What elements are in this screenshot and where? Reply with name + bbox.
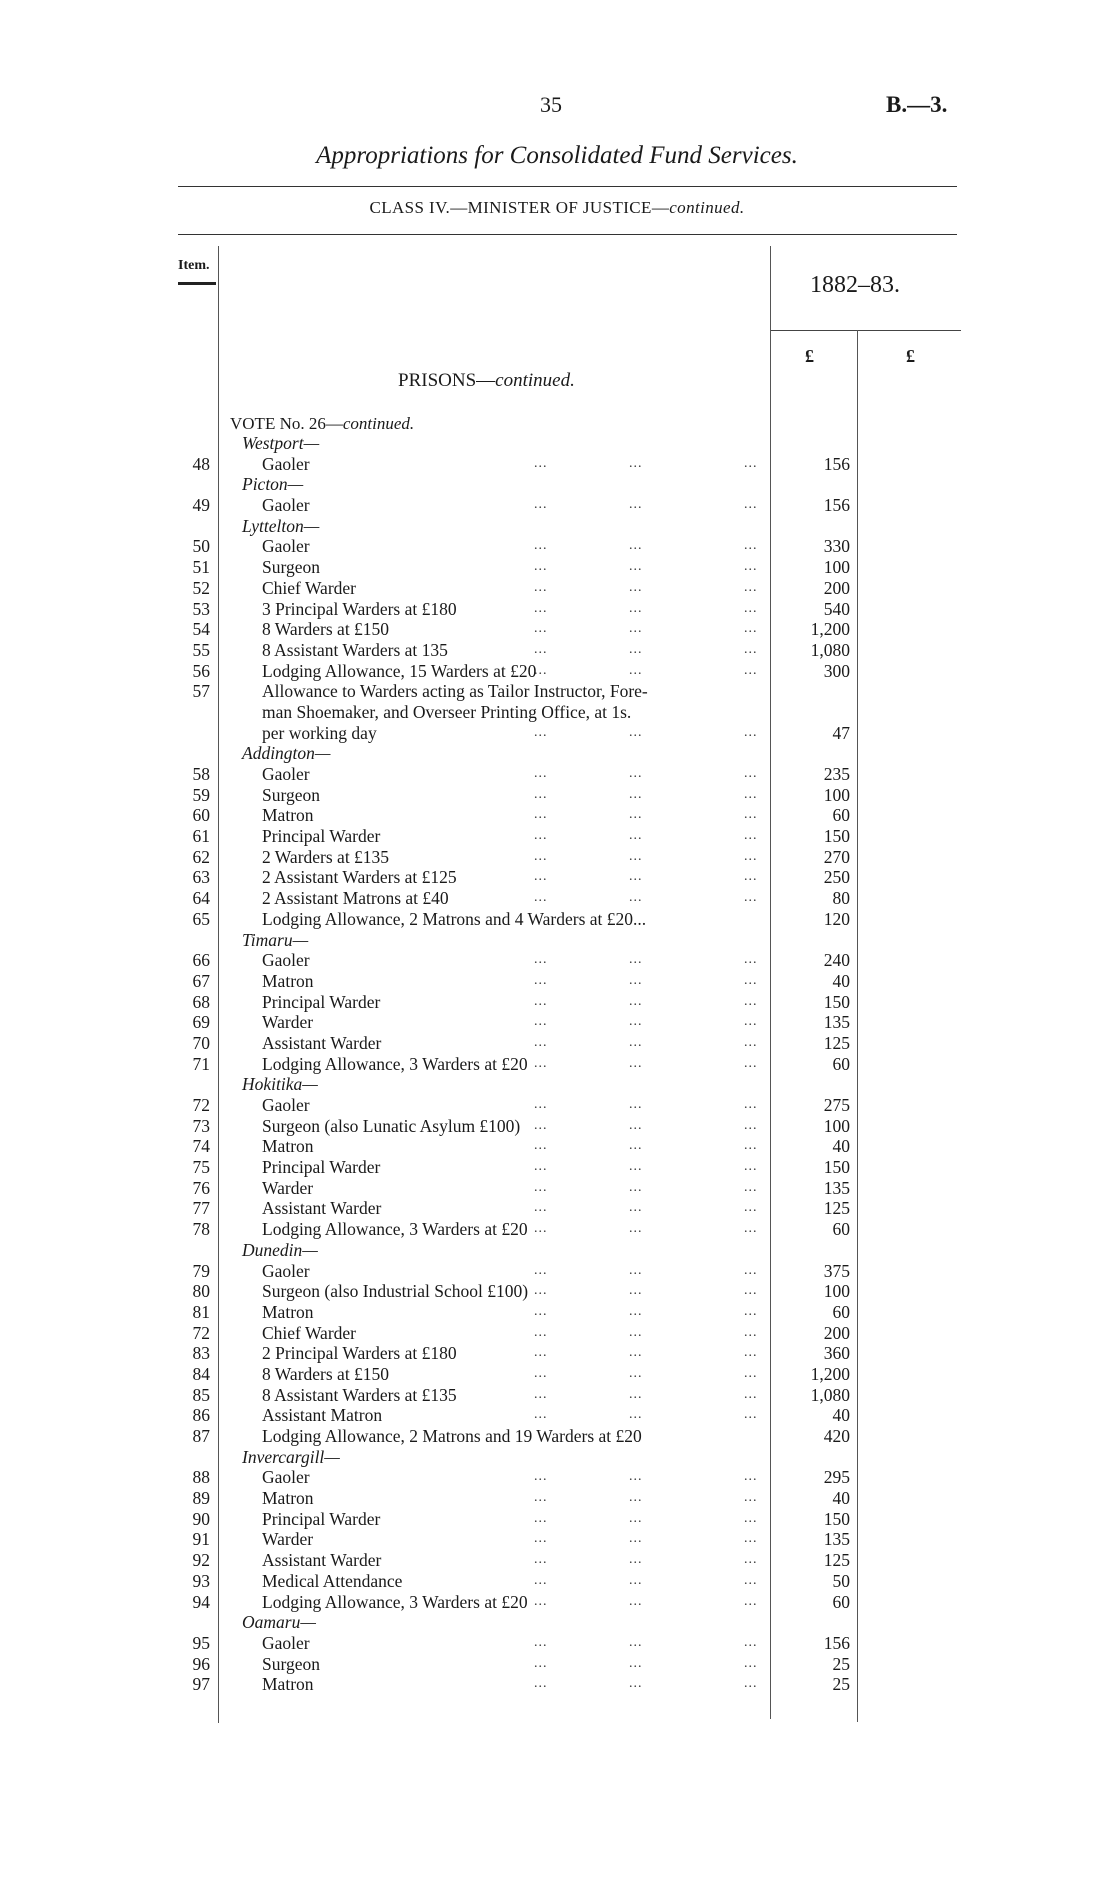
item-number: 85 [192, 1384, 210, 1405]
table-row: 79 Gaoler ... ... ... 375 [0, 1261, 1114, 1282]
item-description: 3 Principal Warders at £180 [262, 598, 457, 619]
amount-1882-83: 420 [823, 1426, 850, 1446]
item-description: Lodging Allowance, 2 Matrons and 19 Warders at £20 [262, 1426, 642, 1446]
year-header-rule [771, 330, 961, 331]
prison-name: Invercargill— [242, 1446, 340, 1467]
table-row: 68 Principal Warder ... ... ... 150 [0, 992, 1114, 1013]
item-description: Chief Warder [262, 577, 356, 598]
item-number: 58 [192, 764, 210, 784]
amount-1882-83: 60 [832, 1219, 850, 1240]
class-title-continued: continued. [669, 198, 745, 217]
item-description: Surgeon [262, 557, 321, 578]
item-description: Warder [262, 1177, 314, 1198]
amount-1882-83: 60 [832, 805, 850, 826]
amount-1882-83: 40 [832, 1136, 850, 1157]
prison-name: Hokitika— [242, 1074, 318, 1095]
table-row: 73 Surgeon (also Lunatic Asylum £100) ... ... ... 100 [0, 1116, 1114, 1137]
amount-1882-83: 375 [823, 1260, 850, 1281]
amount-1882-83: 1,200 [810, 619, 850, 640]
prison-group-heading [0, 930, 1114, 951]
table-row: 86 Assistant Matron ... ... ... 40 [0, 1405, 1114, 1426]
table-row: 93 Medical Attendance ... ... ... 50 [0, 1571, 1114, 1592]
prison-name: Lyttelton— [242, 515, 320, 536]
item-description: Gaoler [262, 1467, 310, 1488]
amount-1882-83: 100 [823, 1115, 850, 1136]
table-row: 88 Gaoler ... ... ... 295 [0, 1467, 1114, 1488]
item-number: 59 [192, 784, 210, 805]
table-row: per working day ... ... ... 47 [262, 722, 850, 743]
item-number: 75 [192, 1157, 210, 1178]
prison-name: Oamaru— [242, 1612, 316, 1633]
table-row: 64 2 Assistant Matrons at £40 ... ... ... 80 [0, 888, 1114, 909]
prison-group-heading [0, 743, 1114, 764]
prison-name: Picton— [242, 474, 304, 495]
amount-1882-83: 47 [832, 722, 850, 743]
amount-1882-83: 120 [823, 908, 850, 929]
vote-heading [230, 414, 414, 434]
item-number: 92 [192, 1550, 210, 1571]
item-description: Matron [262, 970, 314, 991]
table-row: 92 Assistant Warder ... ... ... 125 [0, 1550, 1114, 1571]
table-row [0, 909, 1114, 930]
item-number: 70 [192, 1032, 210, 1053]
amount-1882-83: 240 [823, 950, 850, 971]
item-description: Lodging Allowance, 3 Warders at £20 [262, 1053, 528, 1074]
item-description: per working day [262, 722, 377, 743]
amount-1882-83: 540 [823, 598, 850, 619]
item-number: 64 [192, 888, 210, 909]
amount-1882-83: 100 [823, 784, 850, 805]
item-number: 65 [192, 908, 210, 929]
class-title [0, 198, 1114, 218]
item-description: Warder [262, 1012, 314, 1033]
item-number: 91 [192, 1529, 210, 1550]
item-number: 72 [192, 1322, 210, 1343]
page-title: Appropriations for Consolidated Fund Services. [316, 142, 798, 169]
table-row: 50 Gaoler ... ... ... 330 [0, 536, 1114, 557]
item-description: Matron [262, 1136, 314, 1157]
prison-group-heading [0, 1612, 1114, 1633]
item-number: 72 [192, 1095, 210, 1115]
item-number: 81 [192, 1301, 210, 1322]
item-description: Surgeon (also Industrial School £100) [262, 1281, 529, 1302]
item-number: 49 [192, 495, 210, 516]
item-number: 57 [192, 681, 210, 702]
item-number: 87 [192, 1426, 210, 1446]
item-number: 80 [192, 1281, 210, 1302]
item-number: 61 [192, 826, 210, 847]
item-number: 66 [192, 950, 210, 971]
item-description: Assistant Warder [262, 1032, 382, 1053]
pound-unit-col2: £ [906, 346, 915, 366]
table-row: 89 Matron ... ... ... 40 [0, 1488, 1114, 1509]
amount-1882-83: 360 [823, 1343, 850, 1364]
table-row: 77 Assistant Warder ... ... ... 125 [0, 1198, 1114, 1219]
item-description: Gaoler [262, 1095, 310, 1115]
amount-1882-83: 150 [823, 826, 850, 847]
document-reference: B.—3. [886, 92, 948, 117]
table-row: 56 Lodging Allowance, 15 Warders at £20 ... ... ... 300 [0, 661, 1114, 682]
item-description: 2 Warders at £135 [262, 846, 390, 867]
item-number: 50 [192, 536, 210, 557]
item-number: 71 [192, 1053, 210, 1074]
item-number: 51 [192, 557, 210, 578]
amount-1882-83: 1,080 [810, 1384, 850, 1405]
amount-1882-83: 150 [823, 1157, 850, 1178]
amount-1882-83: 156 [823, 453, 850, 474]
table-row [0, 1426, 1114, 1447]
amount-1882-83: 156 [823, 495, 850, 516]
amount-1882-83: 200 [823, 577, 850, 598]
item-description: Gaoler [262, 453, 310, 474]
table-row: 70 Assistant Warder ... ... ... 125 [0, 1033, 1114, 1054]
item-description: Assistant Warder [262, 1198, 382, 1219]
item-description: Principal Warder [262, 826, 381, 847]
table-row: 81 Matron ... ... ... 60 [0, 1302, 1114, 1323]
table-row: 55 8 Assistant Warders at 135 ... ... ... 1,080 [0, 640, 1114, 661]
prison-group-heading [0, 474, 1114, 495]
item-number: 94 [192, 1591, 210, 1612]
table-row: 83 2 Principal Warders at £180 ... ... ... 360 [0, 1343, 1114, 1364]
table-row: 54 8 Warders at £150 ... ... ... 1,200 [0, 619, 1114, 640]
amount-1882-83: 40 [832, 970, 850, 991]
item-description: Assistant Matron [262, 1405, 383, 1426]
table-row: 74 Matron ... ... ... 40 [0, 1136, 1114, 1157]
item-description: Surgeon [262, 784, 321, 805]
prison-name: Timaru— [242, 929, 309, 950]
table-row [0, 702, 1114, 723]
item-description: Gaoler [262, 950, 310, 971]
item-description: Gaoler [262, 1260, 310, 1281]
amount-1882-83: 50 [832, 1570, 850, 1591]
amount-1882-83: 250 [823, 867, 850, 888]
amount-1882-83: 135 [823, 1529, 850, 1550]
item-description: Principal Warder [262, 1157, 381, 1178]
item-number: 69 [192, 1012, 210, 1033]
prison-group-heading [0, 516, 1114, 537]
item-description: Gaoler [262, 536, 310, 557]
amount-1882-83: 1,200 [810, 1363, 850, 1384]
item-description: 2 Assistant Warders at £125 [262, 867, 457, 888]
item-description: Medical Attendance [262, 1570, 403, 1591]
item-number: 56 [192, 660, 210, 681]
item-number: 89 [192, 1488, 210, 1509]
table-row: 96 Surgeon ... ... ... 25 [0, 1654, 1114, 1675]
table-row: 75 Principal Warder ... ... ... 150 [0, 1157, 1114, 1178]
prison-group-heading [0, 1447, 1114, 1468]
item-column-header: Item. [178, 258, 210, 273]
section-title-continued: continued. [495, 370, 575, 391]
item-description: Surgeon (also Lunatic Asylum £100) [262, 1115, 521, 1136]
item-number: 63 [192, 867, 210, 888]
section-title-text: PRISONS— [398, 370, 496, 391]
item-description: Gaoler [262, 1632, 310, 1653]
item-number: 95 [192, 1632, 210, 1653]
item-number: 54 [192, 619, 210, 640]
table-row: 62 2 Warders at £135 ... ... ... 270 [0, 847, 1114, 868]
item-description: Chief Warder [262, 1322, 356, 1343]
item-number: 96 [192, 1653, 210, 1674]
table-row: 60 Matron ... ... ... 60 [0, 805, 1114, 826]
item-number: 67 [192, 970, 210, 991]
table-row: 85 8 Assistant Warders at £135 ... ... ... 1,080 [0, 1385, 1114, 1406]
table-row: 69 Warder ... ... ... 135 [0, 1012, 1114, 1033]
table-row: 72 Chief Warder ... ... ... 200 [0, 1323, 1114, 1344]
amount-1882-83: 125 [823, 1198, 850, 1219]
item-description: 2 Principal Warders at £180 [262, 1343, 457, 1364]
item-number: 86 [192, 1405, 210, 1426]
item-number: 74 [192, 1136, 210, 1157]
table-row: 59 Surgeon ... ... ... 100 [0, 785, 1114, 806]
amount-1882-83: 25 [832, 1674, 850, 1695]
item-number: 83 [192, 1343, 210, 1364]
item-number: 76 [192, 1177, 210, 1198]
item-description: Matron [262, 1301, 314, 1322]
prison-name: Westport— [242, 433, 320, 453]
item-description: 8 Assistant Warders at 135 [262, 639, 448, 660]
amount-1882-83: 200 [823, 1322, 850, 1343]
item-description: Allowance to Warders acting as Tailor Instructor, Fore- [262, 681, 648, 702]
item-description: 2 Assistant Matrons at £40 [262, 888, 449, 909]
table-row: 95 Gaoler ... ... ... 156 [0, 1633, 1114, 1654]
class-title-text: CLASS IV.—MINISTER OF JUSTICE— [369, 198, 670, 217]
prison-group-heading [0, 1074, 1114, 1095]
amount-1882-83: 300 [823, 660, 850, 681]
table-row: 67 Matron ... ... ... 40 [0, 971, 1114, 992]
table-row: 72 Gaoler ... ... ... 275 [0, 1095, 1114, 1116]
amount-1882-83: 60 [832, 1591, 850, 1612]
amount-1882-83: 295 [823, 1467, 850, 1488]
prison-name: Dunedin— [242, 1239, 318, 1260]
item-number: 60 [192, 805, 210, 826]
item-number: 90 [192, 1508, 210, 1529]
table-row: 53 3 Principal Warders at £180 ... ... ... 540 [0, 599, 1114, 620]
table-row: 94 Lodging Allowance, 3 Warders at £20 ... ... ... 60 [0, 1592, 1114, 1613]
prison-group-heading [0, 1240, 1114, 1261]
item-number: 48 [192, 453, 210, 474]
item-number: 93 [192, 1570, 210, 1591]
item-number: 55 [192, 639, 210, 660]
amount-1882-83: 80 [832, 888, 850, 909]
amount-1882-83: 60 [832, 1053, 850, 1074]
amount-1882-83: 1,080 [810, 639, 850, 660]
amount-1882-83: 330 [823, 536, 850, 557]
item-description: Matron [262, 1674, 314, 1695]
amount-1882-83: 135 [823, 1177, 850, 1198]
amount-1882-83: 100 [823, 1281, 850, 1302]
table-row: 48 Gaoler ... ... ... 156 [0, 454, 1114, 475]
amount-1882-83: 275 [823, 1095, 850, 1115]
section-title [398, 370, 575, 392]
item-number: 73 [192, 1115, 210, 1136]
table-row: 51 Surgeon ... ... ... 100 [0, 557, 1114, 578]
item-number: 88 [192, 1467, 210, 1488]
item-number: 78 [192, 1219, 210, 1240]
item-description: 8 Warders at £150 [262, 1363, 390, 1384]
vote-heading-continued: continued. [342, 414, 415, 433]
amount-1882-83: 270 [823, 846, 850, 867]
amount-1882-83: 100 [823, 557, 850, 578]
table-top-rule [178, 234, 957, 235]
table-row: 84 8 Warders at £150 ... ... ... 1,200 [0, 1364, 1114, 1385]
item-description: Principal Warder [262, 991, 381, 1012]
table-row [0, 681, 1114, 702]
item-description: Lodging Allowance, 15 Warders at £20 [262, 660, 537, 681]
item-description: Assistant Warder [262, 1550, 382, 1571]
table-row: 58 Gaoler ... ... ... 235 [0, 764, 1114, 785]
table-row: 61 Principal Warder ... ... ... 150 [0, 826, 1114, 847]
amount-1882-83: 60 [832, 1301, 850, 1322]
amount-1882-83: 235 [823, 764, 850, 784]
item-number: 79 [192, 1260, 210, 1281]
amount-1882-83: 125 [823, 1032, 850, 1053]
amount-1882-83: 150 [823, 991, 850, 1012]
amount-1882-83: 40 [832, 1405, 850, 1426]
table-row: 49 Gaoler ... ... ... 156 [0, 495, 1114, 516]
table-row: 63 2 Assistant Warders at £125 ... ... ... 250 [0, 867, 1114, 888]
item-number: 53 [192, 598, 210, 619]
item-description: Surgeon [262, 1653, 321, 1674]
item-description: man Shoemaker, and Overseer Printing Office, at 1s. [262, 701, 632, 722]
amount-1882-83: 40 [832, 1488, 850, 1509]
prison-name: Addington— [242, 743, 331, 764]
item-number: 68 [192, 991, 210, 1012]
table-row: 91 Warder ... ... ... 135 [0, 1529, 1114, 1550]
item-number: 84 [192, 1363, 210, 1384]
item-description: Matron [262, 805, 314, 826]
item-description: Principal Warder [262, 1508, 381, 1529]
item-description: 8 Assistant Warders at £135 [262, 1384, 457, 1405]
item-description: Gaoler [262, 495, 310, 516]
table-row: 52 Chief Warder ... ... ... 200 [0, 578, 1114, 599]
item-header-underline [178, 282, 216, 285]
prison-group-heading [0, 433, 1114, 454]
table-row: 71 Lodging Allowance, 3 Warders at £20 ... ... ... 60 [0, 1054, 1114, 1075]
item-description: Lodging Allowance, 3 Warders at £20 [262, 1219, 528, 1240]
vote-heading-text: VOTE No. 26— [230, 414, 343, 433]
pound-unit-col1: £ [805, 346, 814, 366]
item-description: Warder [262, 1529, 314, 1550]
amount-1882-83: 150 [823, 1508, 850, 1529]
item-description: Matron [262, 1488, 314, 1509]
amount-1882-83: 135 [823, 1012, 850, 1033]
table-row: 66 Gaoler ... ... ... 240 [0, 950, 1114, 971]
amount-1882-83: 25 [832, 1653, 850, 1674]
item-number: 52 [192, 577, 210, 598]
table-row: 97 Matron ... ... ... 25 [0, 1674, 1114, 1695]
item-number: 62 [192, 846, 210, 867]
item-description: 8 Warders at £150 [262, 619, 390, 640]
page-number: 35 [540, 92, 562, 117]
item-number: 77 [192, 1198, 210, 1219]
table-row: 78 Lodging Allowance, 3 Warders at £20 ... ... ... 60 [0, 1219, 1114, 1240]
table-row: 90 Principal Warder ... ... ... 150 [0, 1509, 1114, 1530]
item-description: Lodging Allowance, 2 Matrons and 4 Warders at £20... [262, 908, 647, 929]
amount-1882-83: 125 [823, 1550, 850, 1571]
amount-1882-83: 156 [823, 1632, 850, 1653]
table-row: 80 Surgeon (also Industrial School £100) ... ... ... 100 [0, 1281, 1114, 1302]
appropriation-rows [0, 433, 1114, 1695]
item-description: Lodging Allowance, 3 Warders at £20 [262, 1591, 528, 1612]
item-number: 97 [192, 1674, 210, 1695]
item-description: Gaoler [262, 764, 310, 784]
year-column-header: 1882–83. [810, 272, 900, 298]
table-row: 76 Warder ... ... ... 135 [0, 1178, 1114, 1199]
top-rule [178, 186, 957, 187]
